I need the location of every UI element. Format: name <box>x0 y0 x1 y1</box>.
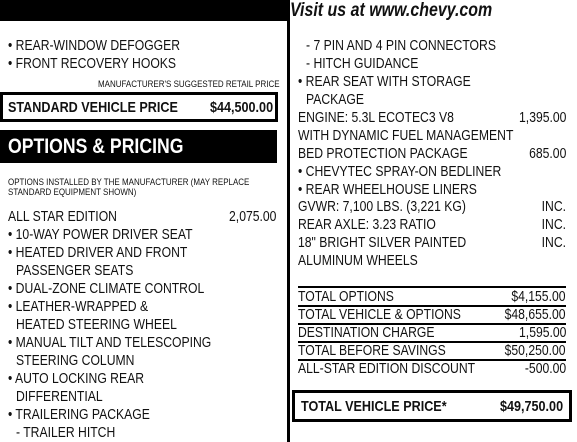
total-vehicle-price-box <box>292 390 572 422</box>
option-row: ALUMINUM WHEELS <box>298 253 418 269</box>
option-row: • CHEVYTEC SPRAY-ON BEDLINER <box>298 164 502 180</box>
feature-item: • TRAILERING PACKAGE <box>8 407 150 423</box>
option-row: - HITCH GUIDANCE <box>306 56 419 72</box>
option-row: • REAR WHEELHOUSE LINERS <box>298 182 477 198</box>
package-price: 2,075.00 <box>228 209 276 225</box>
option-row: ENGINE: 5.3L ECOTEC3 V8 1,395.00 <box>298 110 566 126</box>
total-row: TOTAL BEFORE SAVINGS $50,250.00 <box>298 343 566 359</box>
option-price: INC. <box>541 199 566 215</box>
website-banner: Visit us at www.chevy.com <box>290 0 493 21</box>
feature-item: • AUTO LOCKING REAR <box>8 371 145 387</box>
feature-item: • REAR-WINDOW DEFOGGER <box>8 38 181 54</box>
options-heading: OPTIONS & PRICING <box>0 130 277 163</box>
package-name: ALL STAR EDITION <box>8 209 117 225</box>
feature-item: • LEATHER-WRAPPED & <box>8 299 149 315</box>
total-vehicle-price-value: $49,750.00 <box>499 398 563 415</box>
standard-price-label: STANDARD VEHICLE PRICE <box>8 99 178 116</box>
total-row: DESTINATION CHARGE 1,595.00 <box>298 325 566 341</box>
feature-item: • HEATED DRIVER AND FRONT <box>8 245 188 261</box>
option-row: PACKAGE <box>306 92 364 108</box>
top-black-bar <box>0 0 287 21</box>
total-row-price: 1,595.00 <box>518 325 566 341</box>
package-row <box>8 208 276 226</box>
column-divider <box>287 0 290 442</box>
msrp-note: MANUFACTURER'S SUGGESTED RETAIL PRICE <box>98 79 280 90</box>
option-price: INC. <box>541 235 566 251</box>
option-row: REAR AXLE: 3.23 RATIO INC. <box>298 217 566 233</box>
total-row-price: $48,655.00 <box>505 307 566 323</box>
option-row: GVWR: 7,100 LBS. (3,221 KG) INC. <box>298 199 566 215</box>
feature-item: PASSENGER SEATS <box>16 263 134 279</box>
standard-price-box <box>0 92 278 122</box>
feature-item: • 10-WAY POWER DRIVER SEAT <box>8 227 193 243</box>
total-vehicle-price-row <box>301 398 563 416</box>
total-row-price: -500.00 <box>524 361 566 377</box>
total-vehicle-price-label: TOTAL VEHICLE PRICE* <box>301 398 447 415</box>
option-price: INC. <box>541 217 566 233</box>
feature-item: - TRAILER HITCH <box>16 425 116 441</box>
option-price: 685.00 <box>528 146 566 162</box>
standard-price-value: $44,500.00 <box>209 99 273 116</box>
option-row: WITH DYNAMIC FUEL MANAGEMENT <box>298 128 514 144</box>
feature-item: HEATED STEERING WHEEL <box>16 317 177 333</box>
total-row: TOTAL VEHICLE & OPTIONS $48,655.00 <box>298 307 566 323</box>
total-row-price: $4,155.00 <box>511 289 566 305</box>
option-row: BED PROTECTION PACKAGE 685.00 <box>298 146 566 162</box>
option-row: 18" BRIGHT SILVER PAINTED INC. <box>298 235 566 251</box>
feature-item: • FRONT RECOVERY HOOKS <box>8 56 177 72</box>
option-row: - 7 PIN AND 4 PIN CONNECTORS <box>306 38 496 54</box>
feature-item: • DUAL-ZONE CLIMATE CONTROL <box>8 281 205 297</box>
total-row: TOTAL OPTIONS $4,155.00 <box>298 289 566 305</box>
total-row-price: $50,250.00 <box>505 343 566 359</box>
option-price: 1,395.00 <box>518 110 566 126</box>
feature-item: • MANUAL TILT AND TELESCOPING <box>8 335 212 351</box>
total-row: ALL-STAR EDITION DISCOUNT -500.00 <box>298 361 566 377</box>
options-note-line2: STANDARD EQUIPMENT SHOWN) <box>8 187 137 198</box>
option-row: • REAR SEAT WITH STORAGE <box>298 74 471 90</box>
feature-item: STEERING COLUMN <box>16 353 135 369</box>
feature-item: DIFFERENTIAL <box>16 389 103 405</box>
options-note-line1: OPTIONS INSTALLED BY THE MANUFACTURER (MAY REPLACE <box>8 177 250 188</box>
